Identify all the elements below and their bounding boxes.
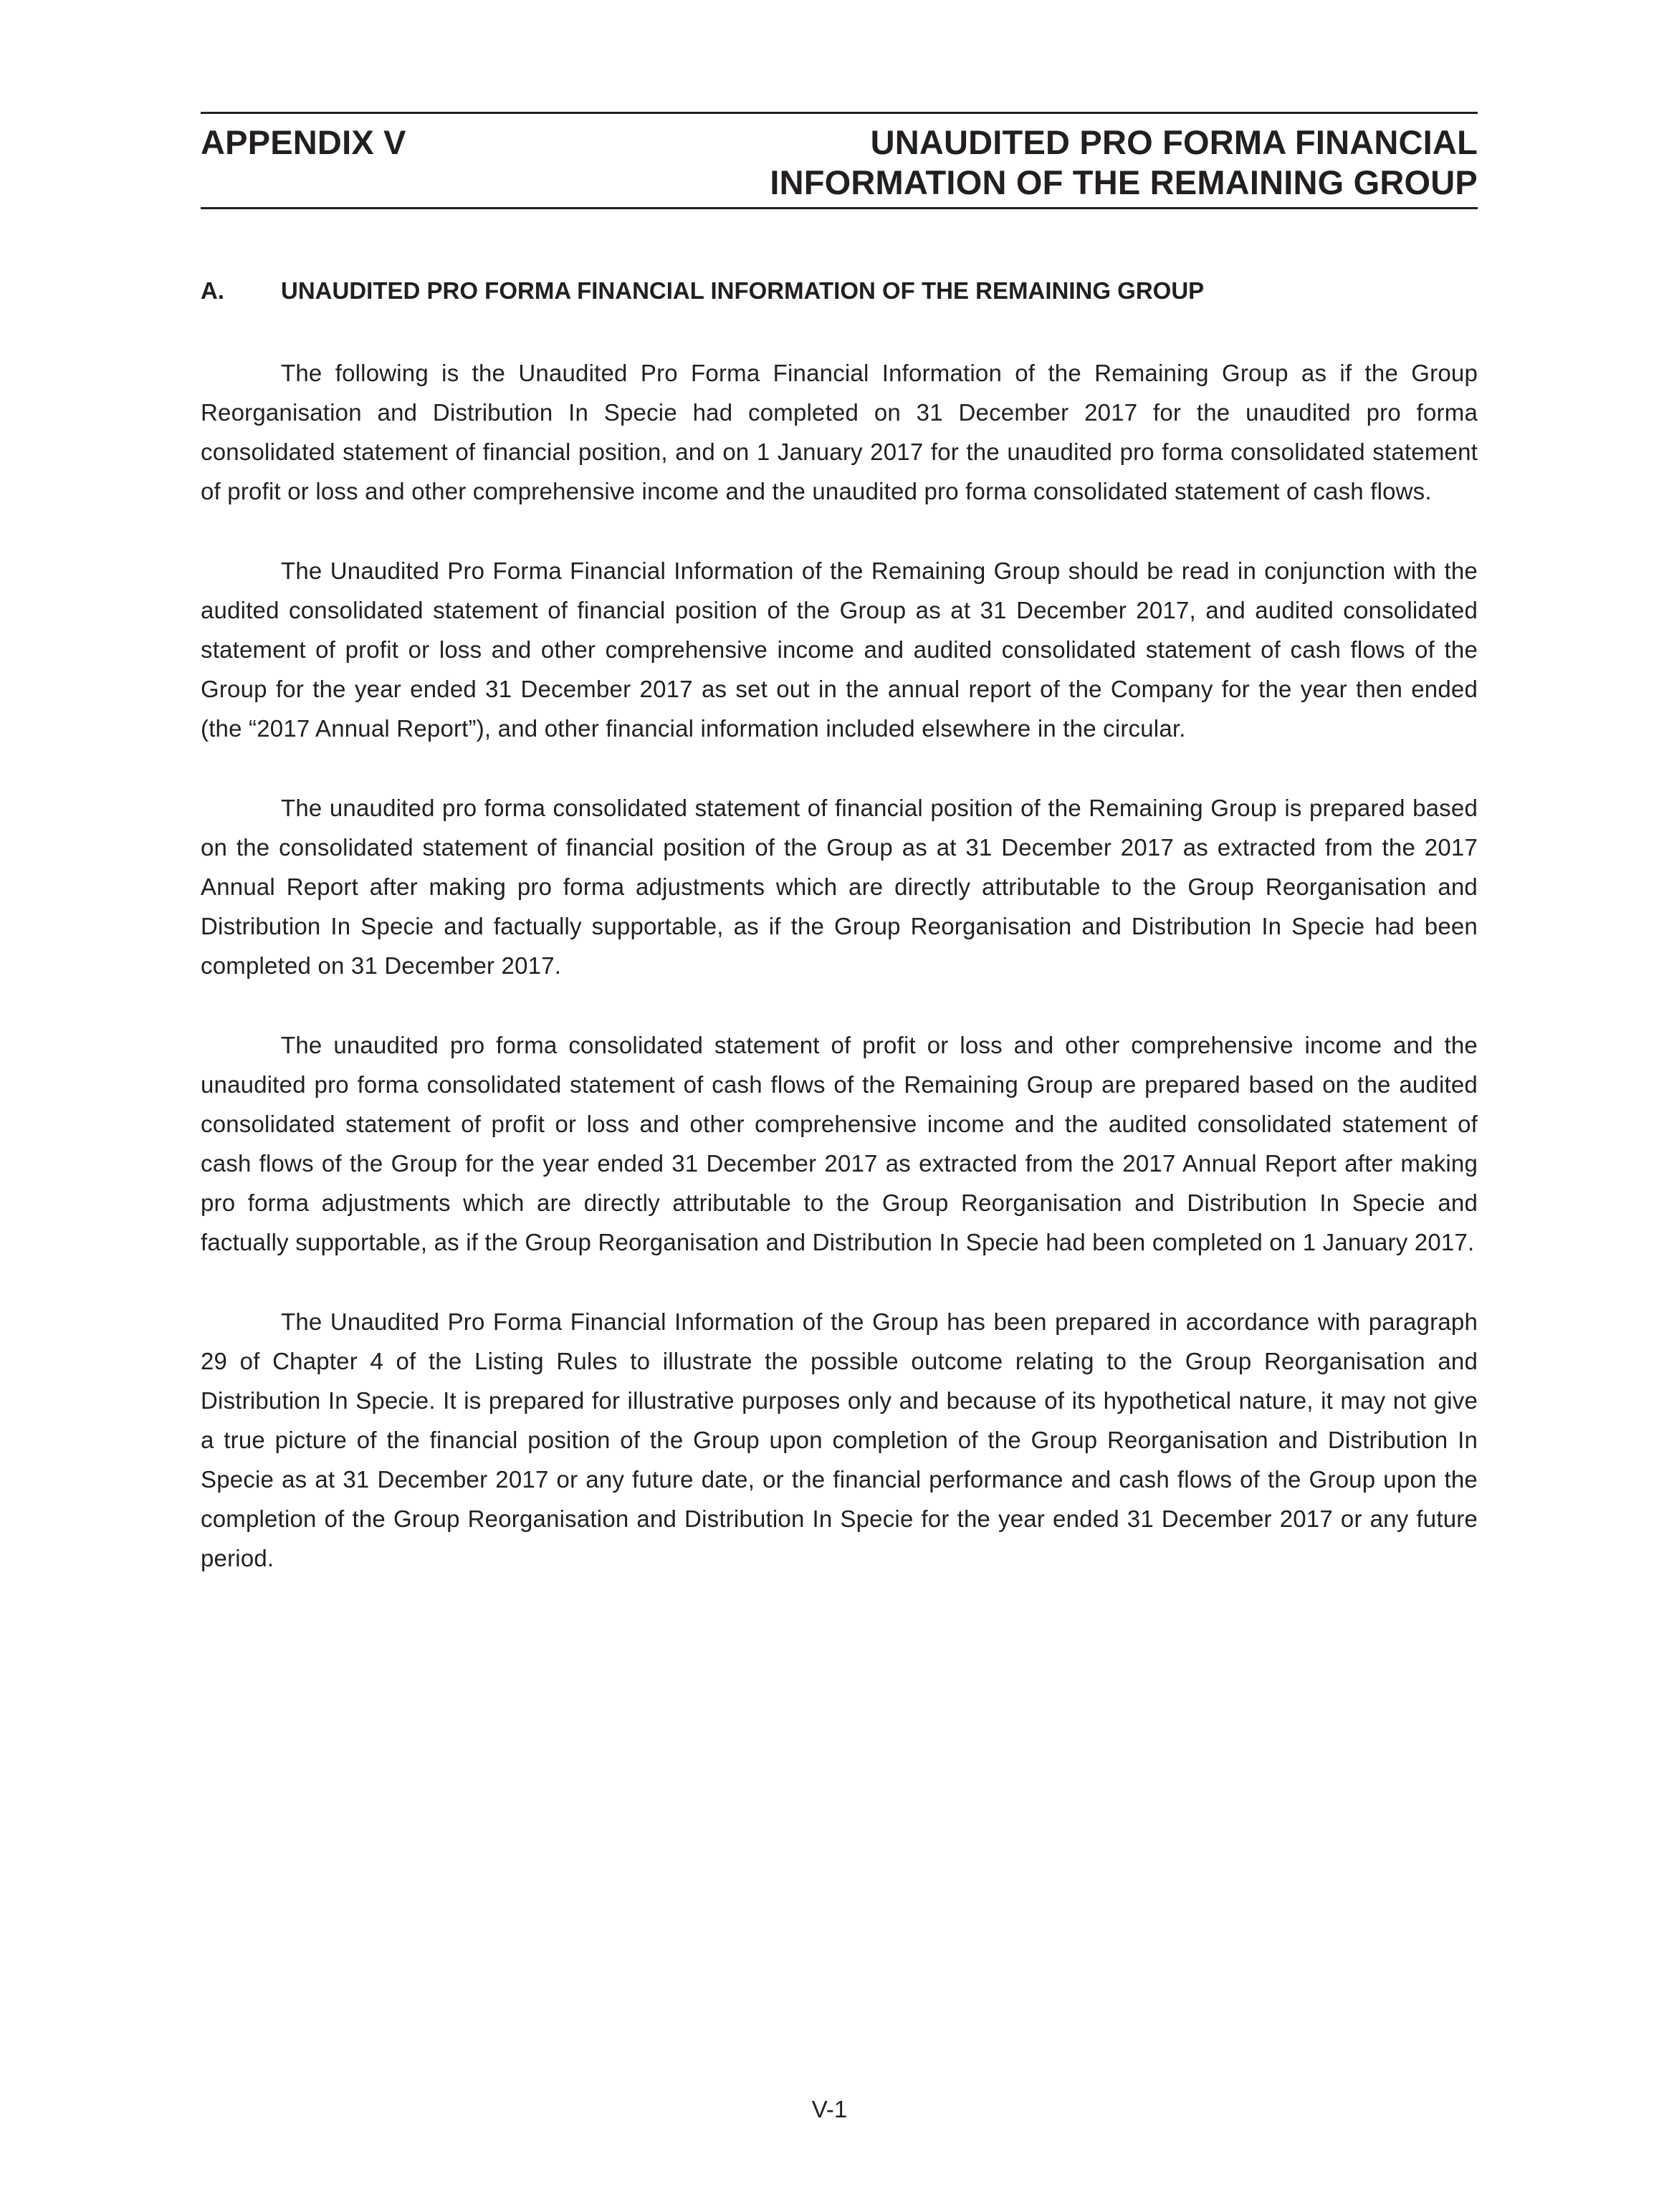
appendix-title-line-2: INFORMATION OF THE REMAINING GROUP — [770, 163, 1478, 201]
appendix-label: APPENDIX V — [201, 123, 406, 161]
paragraph-1: The following is the Unaudited Pro Forma Financial Information of the Remaining Group as if the Group Reorganisation and Distribution In Specie had completed on 31 December 2017 for the unaudited pro forma consolidated statement of financial position, and on 1 January 2017 for the unaudited pro forma consolidated statement of profit or loss and other comprehensive income and the unaudited pro forma consolidated statement of cash flows. — [201, 360, 1478, 504]
page-number: V-1 — [811, 2096, 848, 2122]
appendix-title — [689, 123, 1478, 203]
appendix-title-line-1: UNAUDITED PRO FORMA FINANCIAL — [870, 123, 1478, 161]
paragraph-5: The Unaudited Pro Forma Financial Information of the Group has been prepared in accordance with paragraph 29 of Chapter 4 of the Listing Rules to illustrate the possible outcome relating to the Group Reorganisation and Distribution In Specie. It is prepared for illustrative purposes only and because of its hypothetical nature, it may not give a true picture of the financial position of the Group upon completion of the Group Reorganisation and Distribution In Specie as at 31 December 2017 or any future date, or the financial performance and cash flows of the Group upon the completion of the Group Reorganisation and Distribution In Specie for the year ended 31 December 2017 or any future period. — [201, 1308, 1478, 1571]
paragraph-3: The unaudited pro forma consolidated statement of financial position of the Remaining Group is prepared based on the consolidated statement of financial position of the Group as at 31 December 2017 as extracted from the 2017 Annual Report after making pro forma adjustments which are directly attributable to the Group Reorganisation and Distribution In Specie and factually supportable, as if the Group Reorganisation and Distribution In Specie had been completed on 31 December 2017. — [201, 795, 1478, 979]
page-header — [201, 112, 1478, 209]
section-title: UNAUDITED PRO FORMA FINANCIAL INFORMATION OF THE REMAINING GROUP — [281, 277, 1205, 304]
section-number: A. — [201, 277, 224, 304]
paragraph-2: The Unaudited Pro Forma Financial Information of the Remaining Group should be read in conjunction with the audited consolidated statement of financial position of the Group as at 31 December 2017, and audited consolidated statement of profit or loss and other comprehensive income and audited consolidated statement of cash flows of the Group for the year ended 31 December 2017 as set out in the annual report of the Company for the year then ended (the “2017 Annual Report”), and other financial information included elsewhere in the circular. — [201, 557, 1478, 742]
body-text — [201, 353, 1478, 1618]
paragraph-4: The unaudited pro forma consolidated statement of profit or loss and other comprehensive income and the unaudited pro forma consolidated statement of cash flows of the Remaining Group are prepared based on the audited consolidated statement of profit or loss and other comprehensive income and the audited consolidated statement of cash flows of the Group for the year ended 31 December 2017 as extracted from the 2017 Annual Report after making pro forma adjustments which are directly attributable to the Group Reorganisation and Distribution In Specie and factually supportable, as if the Group Reorganisation and Distribution In Specie had been completed on 1 January 2017. — [201, 1032, 1478, 1255]
section-heading — [201, 277, 1478, 305]
